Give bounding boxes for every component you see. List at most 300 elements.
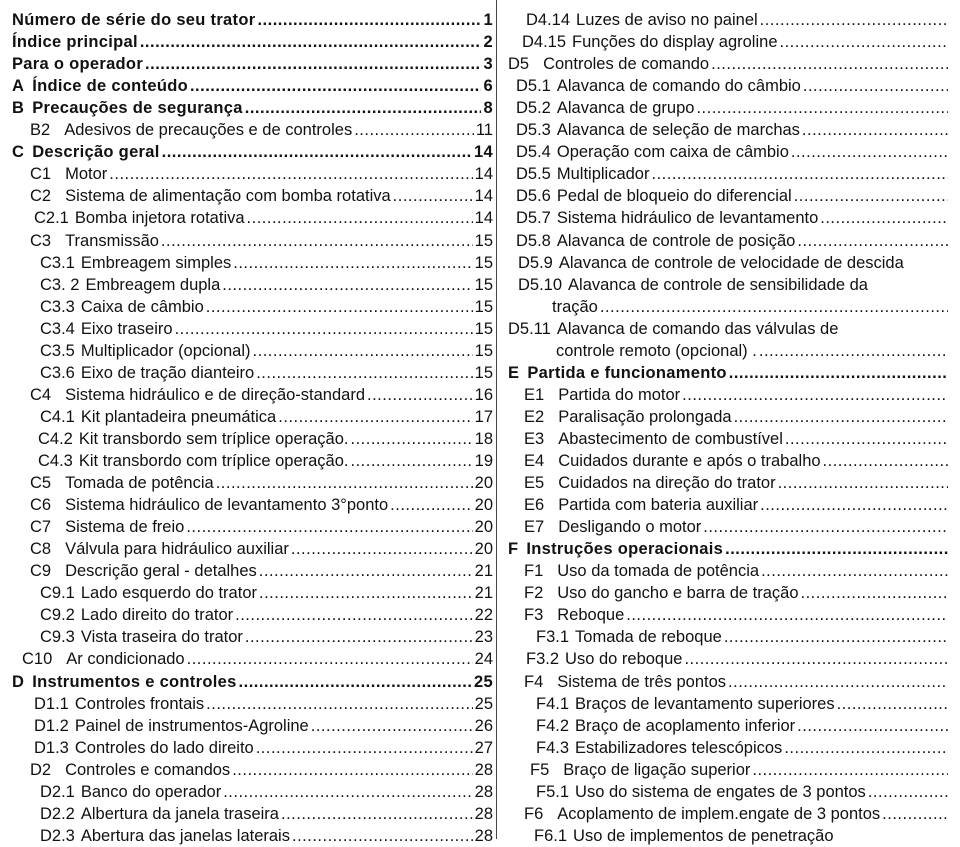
dot-leader — [354, 119, 474, 141]
toc-entry-page: 20 — [474, 474, 493, 493]
dot-leader — [759, 340, 948, 362]
toc-entry-page: 28 — [474, 804, 493, 823]
toc-entry-title: tração — [552, 297, 598, 316]
toc-entry — [498, 560, 960, 582]
toc-entry — [0, 318, 493, 340]
toc-entry — [0, 9, 493, 31]
toc-entry-code: E7 — [524, 518, 545, 537]
toc-entry-code: D5.3 — [516, 121, 551, 140]
toc-entry-code: E2 — [524, 407, 545, 426]
dot-leader — [760, 9, 948, 31]
toc-entry — [498, 97, 960, 119]
toc-entry-title: Operação com caixa de câmbio — [556, 143, 789, 162]
toc-entry-code: F — [508, 540, 519, 559]
toc-entry — [498, 648, 960, 670]
toc-entry-code: C9.3 — [40, 628, 75, 647]
toc-entry — [498, 274, 960, 296]
toc-entry — [498, 31, 960, 53]
toc-entry — [498, 207, 960, 229]
toc-entry-code: C9 — [30, 562, 52, 581]
toc-entry-code: C3.1 — [40, 253, 75, 272]
toc-entry-title: Braço de ligação superior — [563, 760, 751, 779]
toc-entry-title: Controles do lado direito — [74, 738, 254, 757]
toc-entry — [498, 472, 960, 494]
dot-leader — [245, 626, 473, 648]
toc-entry — [0, 693, 493, 715]
dot-leader — [187, 648, 473, 670]
toc-entry-code: F6 — [524, 804, 544, 823]
toc-entry — [0, 230, 493, 252]
toc-entry — [498, 296, 960, 318]
toc-entry-code: C6 — [30, 496, 52, 515]
toc-entry-code: C3. 2 — [40, 275, 80, 294]
dot-leader — [651, 163, 948, 185]
toc-entry-code: E6 — [524, 496, 545, 515]
toc-entry-title: Alavanca de controle de velocidade de descida — [558, 253, 904, 272]
toc-entry-code: D2 — [30, 760, 52, 779]
toc-entry — [0, 582, 493, 604]
toc-entry — [498, 715, 960, 737]
toc-entry-page: 8 — [483, 99, 493, 118]
toc-entry-title: Cuidados durante e após o trabalho — [558, 452, 821, 470]
toc-entry-code: D5.7 — [516, 209, 551, 228]
dot-leader — [797, 230, 948, 252]
toc-entry-code: E5 — [524, 474, 545, 493]
toc-entry-page: 15 — [474, 231, 493, 250]
toc-entry-title: Abastecimento de combustível — [558, 429, 783, 448]
toc-entry-title: Kit transbordo sem tríplice operação. — [78, 429, 349, 448]
toc-entry-title: Índice de conteúdo — [32, 77, 188, 96]
toc-entry — [498, 803, 960, 825]
toc-entry-page: 27 — [474, 738, 493, 757]
toc-entry-code: E — [508, 363, 520, 382]
toc-entry — [0, 516, 493, 538]
toc-entry-title: Eixo traseiro — [80, 319, 173, 338]
toc-entry-page: 20 — [474, 540, 493, 559]
toc-entry — [498, 53, 960, 75]
dot-leader — [797, 715, 948, 737]
toc-entry-code: D2.3 — [40, 826, 75, 845]
toc-entry-code: C2 — [30, 187, 52, 206]
toc-entry-code: C3.4 — [40, 319, 75, 338]
dot-leader — [216, 472, 473, 494]
toc-entry-page: 14 — [474, 187, 493, 206]
toc-entry-title: Partida e funcionamento — [527, 363, 727, 382]
toc-entry-code: B — [12, 99, 25, 118]
toc-entry — [0, 141, 493, 163]
dot-leader — [780, 31, 949, 53]
toc-entry-page: 15 — [474, 253, 493, 272]
dot-leader — [223, 781, 472, 803]
dot-leader — [206, 296, 473, 318]
toc-entry-title: Desligando o motor — [558, 518, 702, 537]
toc-entry-code: F5.1 — [536, 782, 570, 801]
toc-entry — [0, 671, 493, 693]
dot-leader — [696, 97, 948, 119]
dot-leader — [245, 97, 481, 119]
toc-entry-page: 16 — [474, 385, 493, 404]
toc-entry-title: Bomba injetora rotativa — [74, 209, 245, 228]
dot-leader — [247, 207, 473, 229]
toc-entry-title: Kit transbordo com tríplice operação. — [78, 452, 349, 470]
toc-entry-code: D5.1 — [516, 77, 551, 96]
toc-entry-title: Uso do gancho e barra de tração — [557, 584, 799, 603]
toc-entry — [498, 185, 960, 207]
toc-entry-page: 28 — [474, 760, 493, 779]
toc-entry-code: F4.1 — [536, 694, 570, 713]
toc-entry — [498, 141, 960, 163]
toc-entry-title: Eixo de tração dianteiro — [80, 363, 255, 382]
toc-entry-page: 24 — [474, 650, 493, 669]
dot-leader — [823, 450, 948, 472]
toc-entry-code: C9.1 — [40, 584, 75, 603]
dot-leader — [256, 737, 473, 759]
dot-leader — [351, 428, 473, 450]
toc-entry-title: Índice principal — [12, 33, 138, 52]
toc-entry-page: 21 — [474, 584, 493, 603]
toc-entry — [498, 494, 960, 516]
toc-entry-page: 15 — [474, 341, 493, 360]
toc-entry-code: F6.1 — [534, 826, 568, 845]
toc-entry-code: E4 — [524, 452, 545, 470]
dot-leader — [351, 450, 473, 472]
toc-entry-code: F3.2 — [526, 650, 560, 669]
dot-leader — [734, 406, 948, 428]
dot-leader — [281, 803, 473, 825]
toc-entry-code: D1.3 — [34, 738, 69, 757]
toc-entry-title: Sistema de freio — [65, 518, 185, 537]
toc-entry-code: D5.4 — [516, 143, 551, 162]
toc-entry-title: Sistema hidráulico de levantamento — [556, 209, 819, 228]
toc-entry — [0, 472, 493, 494]
dot-leader — [206, 693, 472, 715]
toc-entry — [0, 274, 493, 296]
toc-entry-code: D — [12, 672, 25, 691]
toc-entry — [0, 31, 493, 53]
dot-leader — [794, 185, 948, 207]
toc-entry-title: Alavanca de grupo — [556, 99, 695, 118]
toc-entry — [0, 825, 493, 847]
toc-entry-title: Número de série do seu trator — [12, 11, 256, 29]
toc-entry-code: D4.15 — [522, 33, 567, 52]
toc-entry — [498, 759, 960, 781]
toc-entry-title: Instruções operacionais — [526, 540, 724, 559]
toc-entry-title: Multiplicador (opcional) — [80, 341, 251, 360]
toc-entry — [498, 318, 960, 340]
toc-entry-code: D5 — [508, 55, 530, 74]
dot-leader — [778, 472, 948, 494]
toc-entry — [0, 538, 493, 560]
dot-leader — [803, 75, 948, 97]
toc-entry-page: 28 — [474, 782, 493, 801]
toc-entry — [498, 362, 960, 384]
dot-leader — [868, 781, 948, 803]
toc-entry-page: 14 — [474, 209, 493, 228]
toc-entry-code: D5.5 — [516, 165, 551, 184]
dot-leader — [291, 538, 473, 560]
toc-entry-page: 6 — [483, 77, 493, 96]
toc-entry-page: 14 — [474, 165, 493, 184]
toc-entry — [0, 384, 493, 406]
toc-entry-title: Lado esquerdo do trator — [80, 584, 257, 603]
toc-entry-title: Tomada de reboque — [575, 628, 722, 647]
toc-entry-title: Banco do operador — [80, 782, 222, 801]
toc-entry — [498, 825, 960, 847]
toc-entry — [0, 252, 493, 274]
toc-entry — [0, 53, 493, 75]
toc-entry-page: 2 — [483, 33, 493, 52]
toc-entry — [0, 715, 493, 737]
toc-entry-title: Caixa de câmbio — [80, 297, 204, 316]
dot-leader — [711, 53, 948, 75]
toc-entry-page: 11 — [475, 121, 493, 140]
toc-entry — [498, 9, 960, 31]
dot-leader — [222, 274, 472, 296]
toc-entry-code: C4 — [30, 385, 52, 404]
toc-entry — [498, 604, 960, 626]
toc-entry — [0, 450, 493, 472]
toc-entry — [498, 671, 960, 693]
toc-entry-code: D5.8 — [516, 231, 551, 250]
dot-leader — [186, 516, 472, 538]
dot-leader — [233, 252, 472, 274]
dot-leader — [728, 671, 948, 693]
column-divider — [496, 0, 497, 839]
dot-leader — [600, 296, 948, 318]
toc-entry-title: Sistema de alimentação com bomba rotativa — [65, 187, 391, 206]
toc-entry-code: D5.11 — [508, 319, 551, 338]
toc-entry-title: Controles frontais — [74, 694, 205, 713]
toc-entry-title: Braços de levantamento superiores — [575, 694, 835, 713]
toc-entry-title: Luzes de aviso no painel — [576, 11, 758, 29]
toc-entry-title: Descrição geral - detalhes — [65, 562, 257, 581]
toc-entry — [498, 340, 960, 362]
toc-entry-page: 25 — [474, 694, 493, 713]
toc-entry-page: 15 — [474, 319, 493, 338]
toc-entry-title: Instrumentos e controles — [32, 672, 237, 691]
toc-entry-title: Sistema de três pontos — [557, 672, 727, 691]
dot-leader — [239, 671, 473, 693]
toc-entry-code: D5.2 — [516, 99, 551, 118]
toc-entry-title: Paralisação prolongada — [558, 407, 732, 426]
dot-leader — [729, 362, 948, 384]
dot-leader — [703, 516, 948, 538]
toc-entry — [498, 516, 960, 538]
toc-entry-title: controle remoto (opcional) . — [556, 341, 757, 360]
toc-entry-title: Adesivos de precauções e de controles — [64, 121, 353, 140]
dot-leader — [785, 428, 948, 450]
toc-entry — [0, 296, 493, 318]
toc-entry — [0, 97, 493, 119]
toc-entry — [0, 163, 493, 185]
toc-entry-code: F3.1 — [536, 628, 570, 647]
toc-entry-title: Ar condicionado — [66, 650, 185, 669]
toc-entry — [498, 384, 960, 406]
toc-entry — [0, 803, 493, 825]
dot-leader — [109, 163, 472, 185]
toc-entry-code: C8 — [30, 540, 52, 559]
toc-entry-code: D2.1 — [40, 782, 75, 801]
toc-entry-code: C1 — [30, 165, 52, 184]
dot-leader — [761, 560, 948, 582]
dot-leader — [259, 582, 473, 604]
toc-entry-title: Sistema hidráulico e de direção-standard — [65, 385, 366, 404]
toc-entry-page: 14 — [474, 143, 493, 162]
toc-entry — [498, 75, 960, 97]
toc-entry — [0, 604, 493, 626]
toc-entry-title: Painel de instrumentos-Agroline — [74, 716, 309, 735]
toc-entry-title: Transmissão — [65, 231, 159, 250]
dot-leader — [175, 318, 473, 340]
dot-leader — [278, 406, 472, 428]
toc-entry-code: C3 — [30, 231, 52, 250]
dot-leader — [882, 803, 948, 825]
toc-entry-title: Braço de acoplamento inferior — [575, 716, 796, 735]
dot-leader — [292, 825, 473, 847]
toc-entry-title: Controles de comando — [543, 55, 710, 74]
toc-entry-page: 22 — [474, 606, 493, 625]
toc-entry-page: 20 — [474, 518, 493, 537]
toc-entry-page: 17 — [474, 407, 493, 426]
dot-leader — [684, 648, 948, 670]
toc-entry-title: Alavanca de comando do câmbio — [556, 77, 801, 96]
toc-entry — [0, 428, 493, 450]
dot-leader — [253, 340, 473, 362]
toc-entry-title: Partida com bateria auxiliar — [558, 496, 759, 515]
toc-entry-code: D2.2 — [40, 804, 75, 823]
toc-entry-code: D5.9 — [518, 253, 553, 272]
dot-leader — [390, 494, 472, 516]
toc-entry — [0, 362, 493, 384]
toc-entry-code: C9.2 — [40, 606, 75, 625]
toc-entry-code: C2.1 — [34, 209, 69, 228]
dot-leader — [791, 141, 948, 163]
toc-entry — [0, 207, 493, 229]
dot-leader — [820, 207, 948, 229]
toc-entry — [498, 626, 960, 648]
toc-entry — [0, 648, 493, 670]
dot-leader — [235, 604, 473, 626]
toc-entry-code: F4.3 — [536, 738, 570, 757]
toc-entry-title: Embreagem dupla — [85, 275, 221, 294]
toc-entry-title: Funções do display agroline — [572, 33, 778, 52]
toc-entry-title: Lado direito do trator — [80, 606, 234, 625]
toc-entry-title: Albertura da janela traseira — [80, 804, 279, 823]
dot-leader — [232, 759, 472, 781]
toc-entry-code: F1 — [524, 562, 544, 581]
toc-entry-title: Uso da tomada de potência — [557, 562, 760, 581]
toc-entry-title: Alavanca de controle de posição — [556, 231, 796, 250]
toc-entry-code: C4.1 — [40, 407, 75, 426]
toc-entry — [498, 538, 960, 560]
toc-entry-title: Estabilizadores telescópicos — [575, 738, 783, 757]
toc-entry-title: Vista traseira do trator — [80, 628, 243, 647]
toc-entry — [0, 75, 493, 97]
dot-leader — [190, 75, 481, 97]
toc-entry-page: 3 — [483, 55, 493, 74]
toc-entry-code: D5.10 — [518, 275, 563, 294]
toc-entry-page: 25 — [474, 672, 493, 691]
toc-entry — [498, 163, 960, 185]
toc-entry-title: Reboque — [557, 606, 625, 625]
dot-leader — [802, 119, 948, 141]
toc-entry-title: Pedal de bloqueio do diferencial — [556, 187, 792, 206]
dot-leader — [367, 384, 473, 406]
toc-entry — [0, 494, 493, 516]
dot-leader — [311, 715, 473, 737]
toc-entry — [0, 119, 493, 141]
toc-entry — [498, 119, 960, 141]
toc-entry — [498, 693, 960, 715]
toc-entry — [498, 252, 960, 274]
toc-entry-code: E3 — [524, 429, 545, 448]
toc-entry-code: D5.6 — [516, 187, 551, 206]
toc-entry — [498, 406, 960, 428]
toc-entry-page: 15 — [474, 275, 493, 294]
toc-entry-page: 21 — [474, 562, 493, 581]
dot-leader — [752, 759, 948, 781]
toc-entry-code: D4.14 — [526, 11, 571, 29]
toc-entry-code: C10 — [22, 650, 53, 669]
toc-entry — [0, 759, 493, 781]
dot-leader — [760, 494, 948, 516]
toc-entry — [0, 560, 493, 582]
dot-leader — [837, 693, 948, 715]
toc-entry — [498, 737, 960, 759]
toc-entry-code: C3.5 — [40, 341, 75, 360]
toc-entry-code: C5 — [30, 474, 52, 493]
toc-entry-title: Uso do reboque — [565, 650, 683, 669]
dot-leader — [784, 737, 948, 759]
toc-entry — [498, 781, 960, 803]
toc-entry-code: C — [12, 143, 25, 162]
toc-entry-title: Abertura das janelas laterais — [80, 826, 290, 845]
toc-entry-title: Acoplamento de implem.engate de 3 pontos — [557, 804, 881, 823]
dot-leader — [801, 582, 948, 604]
toc-entry-page: 1 — [483, 11, 493, 29]
toc-entry-code: D1.2 — [34, 716, 69, 735]
toc-entry-title: Para o operador — [12, 55, 144, 74]
toc-entry-code: F3 — [524, 606, 544, 625]
dot-leader — [257, 9, 481, 31]
toc-entry-page: 26 — [474, 716, 493, 735]
toc-entry-code: B2 — [30, 121, 51, 140]
toc-entry-title: Multiplicador — [556, 165, 650, 184]
toc-entry — [498, 450, 960, 472]
toc-entry-title: Cuidados na direção do trator — [558, 474, 776, 493]
toc-entry-title: Descrição geral — [32, 143, 160, 162]
toc-entry — [0, 406, 493, 428]
toc-entry-code: F5 — [530, 760, 550, 779]
toc-entry-title: Partida do motor — [558, 385, 681, 404]
toc-entry — [498, 230, 960, 252]
toc-entry-title: Sistema hidráulico de levantamento 3°ponto — [65, 496, 389, 515]
toc-entry — [0, 626, 493, 648]
toc-entry-code: C7 — [30, 518, 52, 537]
toc-entry-code: F2 — [524, 584, 544, 603]
toc-entry-code: A — [12, 77, 25, 96]
dot-leader — [724, 626, 948, 648]
toc-entry-title: Uso de implementos de penetração — [573, 826, 834, 845]
dot-leader — [256, 362, 472, 384]
toc-entry-code: E1 — [524, 385, 545, 404]
toc-entry — [0, 185, 493, 207]
toc-entry — [0, 781, 493, 803]
toc-entry — [0, 737, 493, 759]
dot-leader — [393, 185, 473, 207]
toc-entry-title: Precauções de segurança — [32, 99, 243, 118]
toc-entry-title: Motor — [65, 165, 108, 184]
